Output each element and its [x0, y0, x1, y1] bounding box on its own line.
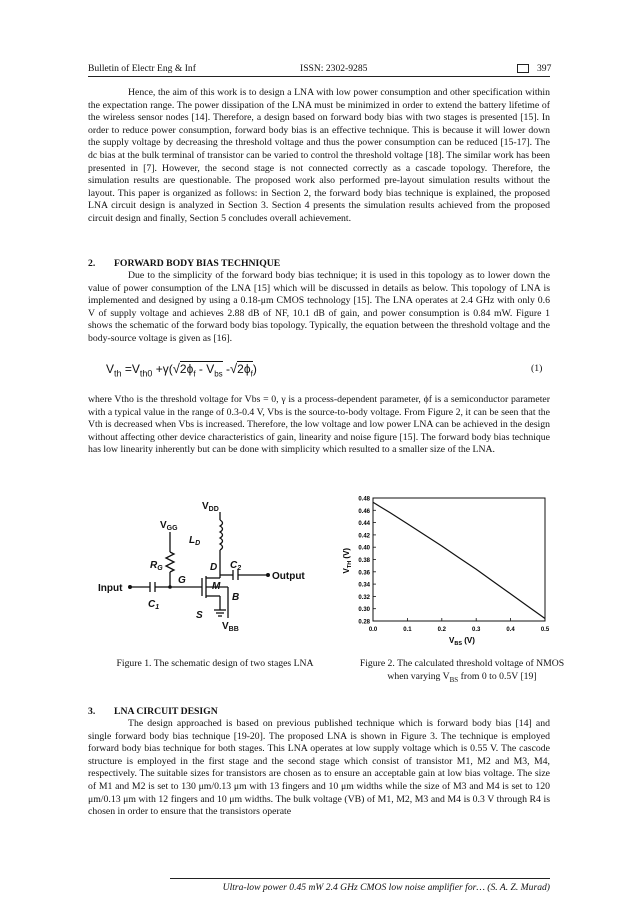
eq-equals: =V: [124, 362, 140, 376]
section-3-text: The design approached is based on previous published technique which is forward body bias [14] and single forward body bias technique [19-20]. The proposed LNA is shown in Figure 3. The technique is employed forward body bias technique for both stages. This LNA operates at low supply voltage which is 0.55 V. The cascode structure is employed in the first stage and the second stage which consist of transistor M1, M2 and M3, M4, respectively. The suitable sizes for transistors are chosen as to ensure an acceptable gain at low bias voltage. The size of M1 and M2 is set to 130 μm/0.13 μm with 13 fingers and 10 μm widths while the size of M3 and M4 is set to 120 μm/0.13 μm with 12 fingers and 10 μm widths. The bulk voltage (VB) of M1, M2, M3 and M4 is 0.3 V through R4 is chosen in order to ensure that the transistors operate: [88, 718, 550, 818]
figure-2-caption-end: from 0 to 0.5V [19]: [458, 670, 537, 682]
chart-y-tick-label: 0.30: [358, 607, 370, 614]
gate-node-icon: [168, 585, 172, 589]
chart-x-tick-label: 0.4: [506, 627, 515, 633]
eq-bs-sub: bs: [214, 369, 223, 379]
label-rg: $R_G$: [150, 560, 163, 572]
chart-x-tick-label: 0.5: [540, 627, 550, 633]
figure-1-schematic: [90, 490, 330, 640]
header-rule: [88, 76, 550, 77]
chart-y-tick-label: 0.36: [358, 570, 370, 577]
section-2-text: Due to the simplicity of the forward body bias technique; it is used in this topology as to lower down the value of power consumption of the LNA [15] which will be discussed in details as below. This topology of LNA is implemented and designed by using a 0.18-μm CMOS technology [15]. The LNA operates at 2.4 GHz with only 0.6 V of supply voltage and achieves 2.88 dB of NF, 10.1 dB of gain, and power consumption is 0.84 mW. Figure 1 shows the schematic of the forward body bias topology. Typically, the equation between the threshold voltage and the body-source voltage is given as [16].: [88, 270, 550, 344]
label-input: Input: [98, 583, 123, 594]
chart-y-tick-label: 0.46: [358, 508, 370, 515]
eq-phi-sub-2: f: [250, 369, 253, 379]
chart-y-tick-label: 0.38: [358, 558, 370, 564]
label-b: B: [232, 592, 240, 603]
eq-lhs: V: [106, 362, 115, 376]
figure-2-caption-sub: BS: [449, 675, 459, 684]
chart-y-tick-label: 0.28: [358, 619, 370, 626]
figure-2-caption-line2: when varying V: [387, 670, 450, 682]
chart-y-tick-label: 0.48: [358, 496, 370, 503]
chart-axes: [373, 498, 545, 621]
label-c1: $C_1$: [148, 599, 160, 611]
section-3-title: LNA CIRCUIT DESIGN: [114, 706, 218, 717]
chart-y-tick-label: 0.34: [358, 582, 370, 589]
eq-close: ): [252, 362, 257, 376]
label-vbb: $V_{BB}$: [222, 621, 239, 633]
intro-text: Hence, the aim of this work is to design a LNA with low power consumption and other specification within the expectation range. The power dissipation of the LNA must be minimized in order to extend the battery lifetime of the wireless sensor nodes [14]. Therefore, a design based on forward body bias with two stages is presented [15]. In order to reduce power consumption, forward body bias is an effective technique. This is because it will lower down the supply voltage by decreasing the threshold voltage and thus the power consumption can be reduced [15-17]. The dc bias at the bulk terminal of transistor can be varied to control the threshold voltage [18]. The similar work has been presented in [7]. However, the second stage is not connected correctly as a cascade topology. Therefore, the simulation results are questionable. The proposed work also performed pre-layout simulation results without the layout. This paper is organized as follows: in Section 2, the forward body bias technique is explained, the proposed LNA circuit design is analyzed in Section 3. Section 4 presents the simulation results achieved from the proposed circuit design and finally, Section 5 concludes overall achievement.: [88, 87, 550, 224]
chart-x-tick-label: 0.3: [472, 627, 481, 633]
label-c2: $C_2$: [230, 560, 242, 572]
equation-number: (1): [531, 363, 543, 374]
eq-lhs-sub: th: [114, 368, 122, 379]
where-text: where Vtho is the threshold voltage for Vbs = 0, γ is a process-dependent parameter, ϕf is a semiconductor parameter with a typical value in the range of 0.3-0.4 V, Vbs is the source-to-body voltage. From Figure 2, it can be seen that the Vth is decreased when Vbs is increased. Therefore, the low voltage and low power LNA can be achieved in the design without affecting other device characteristics of gain, linearity and noise figure [15]. The forward body bias technique has low linearity inherently but can be done with simplicity which resulted to a smaller size of the LNA.: [88, 394, 550, 456]
journal-name: Bulletin of Electr Eng & Inf: [88, 63, 196, 74]
figure-2-caption: [352, 658, 572, 686]
where-paragraph: [88, 394, 550, 457]
label-g: G: [178, 575, 186, 586]
section-2-number: 2.: [88, 258, 96, 269]
section-2-title: FORWARD BODY BIAS TECHNIQUE: [114, 258, 281, 269]
chart-y-tick-label: 0.42: [358, 533, 370, 540]
section-3-number: 3.: [88, 706, 96, 717]
chart-x-ticks: [369, 618, 550, 633]
chart-x-tick-label: 0.0: [368, 627, 378, 633]
footer-rule: [170, 878, 550, 879]
figure-1-caption: Figure 1. The schematic design of two stages LNA: [116, 658, 314, 669]
label-vdd: $V_{DD}$: [202, 501, 219, 513]
section-3-paragraph: [88, 718, 550, 819]
issn: ISSN: 2302-9285: [300, 63, 368, 74]
eq-minus: -: [226, 362, 231, 376]
eq-gamma: +γ(: [155, 362, 173, 376]
running-footer: Ultra-low power 0.45 mW 2.4 GHz CMOS low noise amplifier for… (S. A. Z. Murad): [222, 882, 550, 893]
label-vgg: $V_{GG}$: [160, 520, 178, 532]
ground-icon: [214, 610, 226, 616]
section-2-heading: [88, 258, 280, 269]
label-output: Output: [272, 571, 305, 582]
input-node-icon: [128, 585, 132, 589]
checkbox-icon: [517, 64, 529, 73]
chart-y-label: $V_{TH}$ (V): [342, 547, 353, 574]
equation-1: $V_{th} =V_{th0} +\gamma(√2\phi_f - V_{bs}$ $-√2\phi_f$): [106, 361, 257, 379]
figure-2-chart: [335, 488, 560, 648]
chart-x-tick-label: 0.1: [403, 627, 412, 633]
chart-x-label: $V_{BS}$ (V): [449, 636, 475, 647]
chart-y-tick-label: 0.40: [358, 545, 370, 552]
chart-y-tick-label: 0.32: [358, 594, 370, 601]
intro-paragraph: [88, 87, 550, 226]
chart-frame: [373, 498, 545, 621]
figure-2-caption-line1: Figure 2. The calculated threshold voltage of NMOS: [359, 658, 565, 669]
eq-2phi: 2ϕ: [179, 362, 194, 376]
label-s: S: [196, 610, 203, 621]
label-d: D: [210, 562, 218, 573]
output-node-icon: [266, 573, 270, 577]
eq-phi-sub: f: [193, 369, 196, 379]
chart-x-tick-label: 0.2: [437, 627, 446, 633]
section-3-heading: [88, 706, 218, 717]
eq-minus-v: - V: [198, 362, 215, 376]
section-2-paragraph: [88, 270, 550, 346]
eq-vth0-sub: th0: [139, 368, 153, 379]
chart-y-tick-label: 0.44: [358, 521, 370, 528]
label-m: M: [212, 581, 221, 592]
eq-2phi-2: 2ϕ: [237, 362, 251, 376]
label-ld: $L_D$: [189, 535, 201, 547]
page-number: 397: [537, 63, 552, 74]
chart-series-vth: [373, 502, 545, 618]
